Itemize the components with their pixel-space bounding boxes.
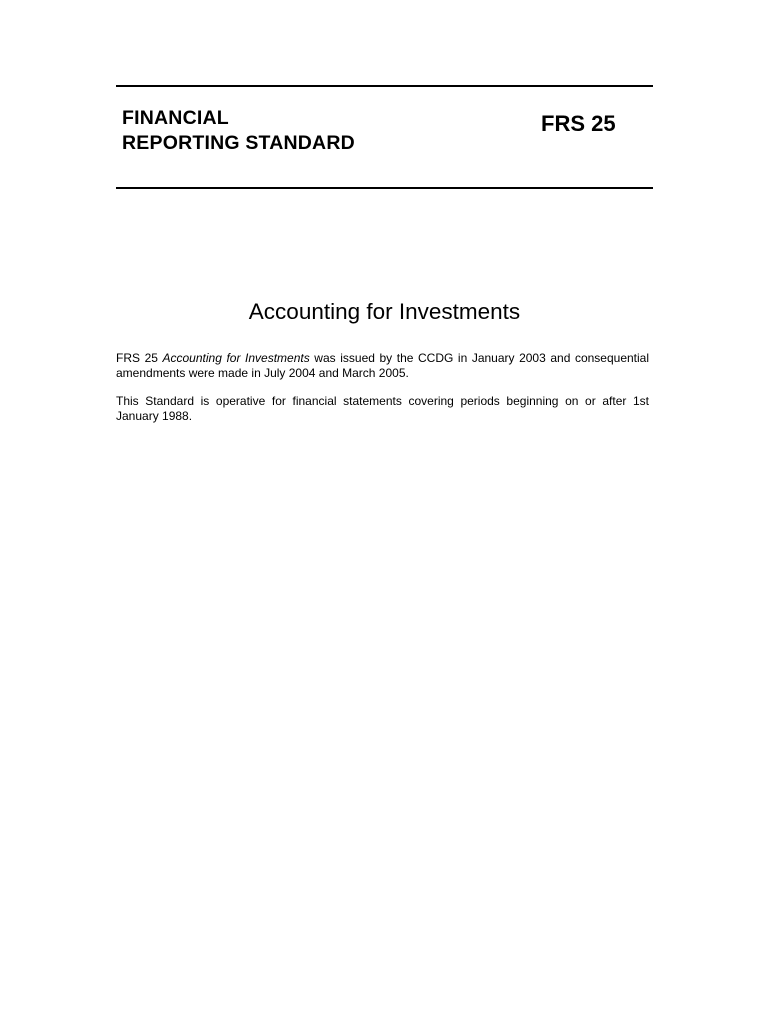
standard-title-italic: Accounting for Investments xyxy=(162,351,310,365)
standard-code: FRS 25 xyxy=(541,111,616,136)
paragraph-lead: FRS 25 xyxy=(116,351,163,365)
effective-date-paragraph: This Standard is operative for financial statements covering periods beginning on or after 1st January 1988. xyxy=(116,394,649,423)
standard-type-line-1: FINANCIAL xyxy=(122,107,229,129)
header-bottom-rule xyxy=(116,187,653,189)
standard-type-label xyxy=(122,106,355,156)
document-title: Accounting for Investments xyxy=(248,299,521,324)
paragraph-rest: was issued by the CCDG in January 2003 and consequential amendments were made in July 2004 and March 2005. xyxy=(116,351,650,380)
standard-type-line-2: REPORTING STANDARD xyxy=(122,132,355,154)
header-top-rule xyxy=(116,85,653,87)
issue-history-paragraph xyxy=(116,351,649,381)
